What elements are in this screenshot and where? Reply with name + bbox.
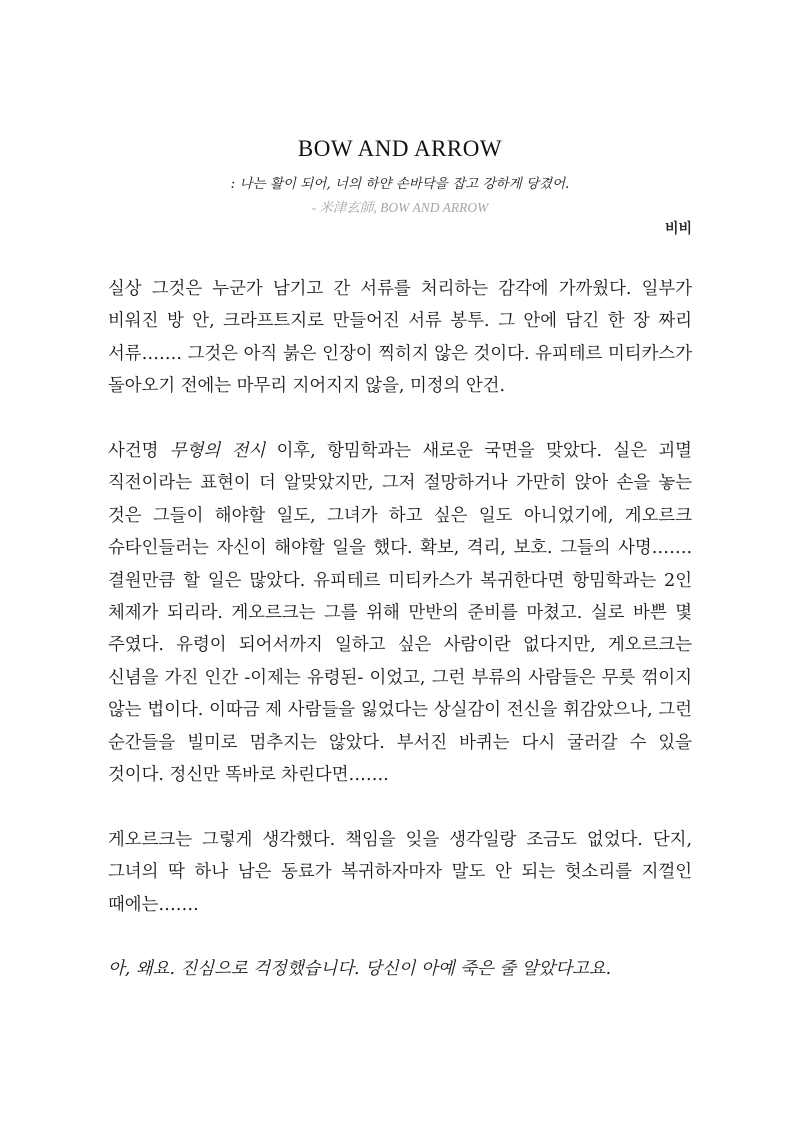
- paragraph-2-rest: 이후, 항밈학과는 새로운 국면을 맞았다. 실은 괴멸 직전이라는 표현이 더 알맞았지만, 그저 절망하거나 가만히 앉아 손을 놓는 것은 그들이 해야할 일도, 그녀가 하고 싶은 일도 아니었기에, 게오르크 슈타인들러는 자신이 해야할 일을 했다. 확보, 격리, 보호. 그들의 사명……. 결원만큼 할 일은 많았다. 유피테르 미티카스가 복귀한다면 항밈학과는 2인 체제가 되리라. 게오르크는 그를 위해 만반의 준비를 마쳤고. 실로 바쁜 몇 주였다. 유령이 되어서까지 일하고 싶은 사람이란 없다지만, 게오르크는 신념을 가진 인간 -이제는 유령된- 이었고, 그런 부류의 사람들은 무릇 꺾이지 않는 법이다. 이따금 제 사람들을 잃었다는 상실감이 전신을 휘감았으나, 그런 순간들을 빌미로 멈추지는 않았다. 부서진 바퀴는 다시 굴러갈 수 있을 것이다. 정신만 똑바로 차린다면…….: [108, 441, 692, 786]
- paragraph-2-prefix: 사건명: [108, 441, 170, 462]
- epigraph: : 나는 활이 되어, 너의 하얀 손바닥을 잡고 강하게 당겼어.: [230, 176, 570, 192]
- paragraph-2: [108, 435, 692, 791]
- paragraph-1: 실상 그것은 누군가 남기고 간 서류를 처리하는 감각에 가까웠다. 일부가 비워진 방 안, 크라프트지로 만들어진 서류 봉투. 그 안에 담긴 한 장 짜리 서류……. 그것은 아직 붉은 인장이 찍히지 않은 것이다. 유피테르 미티카스가 돌아오기 전에는 마무리 지어지지 않을, 미정의 안건.: [108, 279, 692, 397]
- case-name-emphasis: 무형의 전시: [169, 441, 266, 462]
- body-text: [108, 273, 692, 986]
- epigraph-source: - 米津玄師, BOW AND ARROW: [311, 200, 489, 215]
- page-title: BOW AND ARROW: [297, 136, 503, 161]
- paragraph-4-dialogue: 아, 왜요. 진심으로 걱정했습니다. 당신이 아예 죽은 줄 알았다고요.: [108, 959, 612, 980]
- author-name: 비비: [664, 221, 692, 237]
- paragraph-3: 게오르크는 그렇게 생각했다. 책임을 잊을 생각일랑 조금도 없었다. 단지, 그녀의 딱 하나 남은 동료가 복귀하자마자 말도 안 되는 헛소리를 지껄인 때에는…….: [108, 829, 692, 915]
